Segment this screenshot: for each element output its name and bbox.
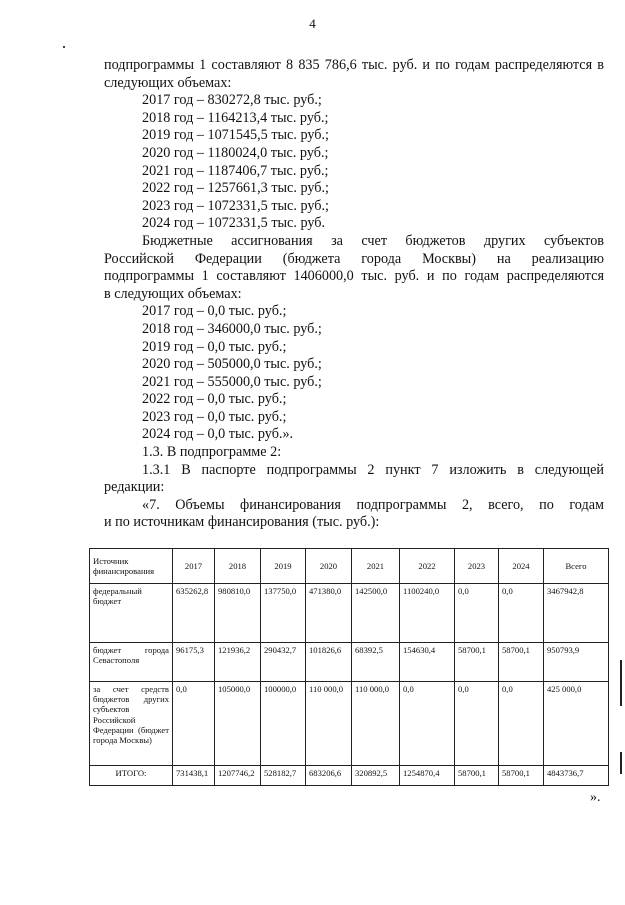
financing-table xyxy=(89,548,609,786)
value-cell: 154630,4 xyxy=(400,643,455,682)
value-cell: 1100240,0 xyxy=(400,584,455,643)
value-cell: 68392,5 xyxy=(352,643,400,682)
table-header-row xyxy=(90,549,609,584)
year-item: 2018 год – 1164213,4 тыс. руб.; xyxy=(142,109,329,126)
year-item: 2024 год – 1072331,5 тыс. руб. xyxy=(142,215,326,232)
column-header: 2020 xyxy=(306,549,352,584)
value-cell: 101826,6 xyxy=(306,643,352,682)
moscow-year-list xyxy=(104,92,604,233)
value-cell: 0,0 xyxy=(173,682,215,766)
year-item: 2022 год – 0,0 тыс. руб.; xyxy=(142,391,287,408)
intro-paragraph: подпрограммы 1 составляют 8 835 786,6 тыс. руб. и по годам распределяются в следующих объемах: xyxy=(104,57,604,91)
value-cell: 528182,7 xyxy=(261,766,306,786)
value-cell: 0,0 xyxy=(455,584,499,643)
year-item: 2020 год – 1180024,0 тыс. руб.; xyxy=(142,144,329,161)
subprogram-heading: 1.3. В подпрограмме 2: xyxy=(142,444,282,461)
column-header: Всего xyxy=(544,549,609,584)
source-cell: за счет средств бюджетов других субъектов Российской Федерации (бюджет города Москвы) xyxy=(90,682,173,766)
scan-speck xyxy=(63,46,65,48)
source-cell: бюджет города Севастополя xyxy=(90,643,173,682)
year-item: 2017 год – 0,0 тыс. руб.; xyxy=(142,303,287,320)
column-header: 2017 xyxy=(173,549,215,584)
value-cell: 4843736,7 xyxy=(544,766,609,786)
value-cell: 58700,1 xyxy=(499,766,544,786)
scan-margin-mark xyxy=(620,752,622,774)
passport-instruction-line: 1.3.1 В паспорте подпрограммы 2 пункт 7 изложить в следующей xyxy=(142,461,604,478)
value-cell: 137750,0 xyxy=(261,584,306,643)
document-body xyxy=(104,57,604,532)
value-cell: 471380,0 xyxy=(306,584,352,643)
value-cell: 683206,6 xyxy=(306,766,352,786)
total-label-cell: ИТОГО: xyxy=(90,766,173,786)
year-item: 2021 год – 555000,0 тыс. руб.; xyxy=(142,373,322,390)
value-cell: 980810,0 xyxy=(215,584,261,643)
year-item: 2023 год – 1072331,5 тыс. руб.; xyxy=(142,197,329,214)
year-item: 2019 год – 0,0 тыс. руб.; xyxy=(142,338,287,355)
volumes-line: и по источникам финансирования (тыс. руб.): xyxy=(104,514,380,531)
value-cell: 121936,2 xyxy=(215,643,261,682)
column-header: 2023 xyxy=(455,549,499,584)
table-row-sevastopol xyxy=(90,643,609,682)
table-row-total xyxy=(90,766,609,786)
value-cell: 96175,3 xyxy=(173,643,215,682)
value-cell: 0,0 xyxy=(455,682,499,766)
other-subjects-paragraph-line: Бюджетные ассигнования за счет бюджетов других субъектов xyxy=(142,232,604,249)
source-cell: федеральный бюджет xyxy=(90,584,173,643)
value-cell: 950793,9 xyxy=(544,643,609,682)
value-cell: 105000,0 xyxy=(215,682,261,766)
value-cell: 1254870,4 xyxy=(400,766,455,786)
value-cell: 0,0 xyxy=(499,682,544,766)
value-cell: 142500,0 xyxy=(352,584,400,643)
scan-margin-mark xyxy=(620,660,622,706)
table-row-other-subjects xyxy=(90,682,609,766)
other-subjects-paragraph-line: в следующих объемах: xyxy=(104,285,242,302)
year-item: 2018 год – 346000,0 тыс. руб.; xyxy=(142,320,322,337)
other-year-list xyxy=(104,303,604,444)
year-item: 2021 год – 1187406,7 тыс. руб.; xyxy=(142,162,329,179)
value-cell: 635262,8 xyxy=(173,584,215,643)
year-item: 2017 год – 830272,8 тыс. руб.; xyxy=(142,92,322,109)
volumes-line: «7. Объемы финансирования подпрограммы 2, всего, по годам xyxy=(142,496,604,513)
value-cell: 320892,5 xyxy=(352,766,400,786)
year-item: 2019 год – 1071545,5 тыс. руб.; xyxy=(142,127,329,144)
column-header: 2018 xyxy=(215,549,261,584)
value-cell: 425 000,0 xyxy=(544,682,609,766)
column-header: 2021 xyxy=(352,549,400,584)
table-row-federal xyxy=(90,584,609,643)
value-cell: 290432,7 xyxy=(261,643,306,682)
column-header: Источник финансирования xyxy=(90,549,173,584)
other-subjects-paragraph-line: подпрограммы 1 составляют 1406000,0 тыс. руб. и по годам распределяются xyxy=(104,268,604,285)
value-cell: 731438,1 xyxy=(173,766,215,786)
year-item: 2020 год – 505000,0 тыс. руб.; xyxy=(142,356,322,373)
value-cell: 0,0 xyxy=(400,682,455,766)
year-item: 2023 год – 0,0 тыс. руб.; xyxy=(142,408,287,425)
value-cell: 100000,0 xyxy=(261,682,306,766)
value-cell: 110 000,0 xyxy=(306,682,352,766)
year-item: 2022 год – 1257661,3 тыс. руб.; xyxy=(142,180,329,197)
value-cell: 58700,1 xyxy=(455,766,499,786)
column-header: 2024 xyxy=(499,549,544,584)
value-cell: 110 000,0 xyxy=(352,682,400,766)
value-cell: 58700,1 xyxy=(455,643,499,682)
column-header: 2019 xyxy=(261,549,306,584)
year-item: 2024 год – 0,0 тыс. руб.». xyxy=(142,426,294,443)
value-cell: 1207746,2 xyxy=(215,766,261,786)
value-cell: 3467942,8 xyxy=(544,584,609,643)
page-number: 4 xyxy=(309,16,316,31)
column-header: 2022 xyxy=(400,549,455,584)
value-cell: 0,0 xyxy=(499,584,544,643)
other-subjects-paragraph-line: Российской Федерации (бюджета города Москвы) на реализацию xyxy=(104,250,604,267)
closing-quote-mark: ». xyxy=(590,790,601,805)
value-cell: 58700,1 xyxy=(499,643,544,682)
passport-instruction-line: редакции: xyxy=(104,479,165,496)
